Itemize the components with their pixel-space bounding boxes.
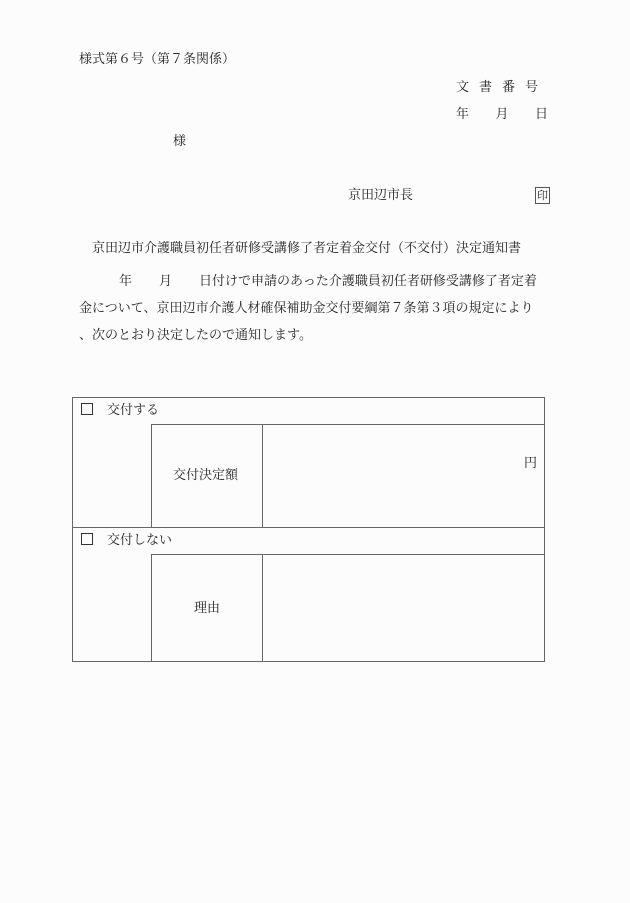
grant-option-label: 交付する	[107, 403, 160, 418]
body-line-2: 金について、京田辺市介護人材確保補助金交付要綱第７条第３項の規定により	[79, 301, 534, 316]
body-year: 年	[119, 274, 133, 289]
body-line-3: 、次のとおり決定したので通知します。	[79, 328, 312, 343]
reason-label: 理由	[194, 601, 221, 616]
deny-option-label: 交付しない	[107, 533, 173, 548]
body-paragraph	[79, 268, 551, 349]
addressee-suffix: 様	[173, 134, 187, 149]
body-line-1	[79, 268, 551, 295]
divider	[151, 554, 152, 662]
deny-checkbox[interactable]	[81, 533, 93, 545]
date-day: 日	[534, 107, 548, 122]
body-month: 月	[159, 274, 173, 289]
form-number: 様式第６号（第７条関係）	[79, 52, 236, 67]
grant-amount-label: 交付決定額	[173, 468, 239, 483]
yen-unit: 円	[523, 456, 537, 471]
grant-option[interactable]	[81, 403, 159, 419]
date-month: 月	[495, 107, 509, 122]
divider	[262, 424, 263, 527]
grant-checkbox[interactable]	[81, 403, 93, 415]
date-year: 年	[456, 107, 470, 122]
document-title: 京田辺市介護職員初任者研修受講修了者定着金交付（不交付）決定通知書	[92, 241, 522, 256]
seal-mark: 印	[537, 189, 548, 202]
issuer-name: 京田辺市長	[348, 188, 414, 203]
grant-amount-field[interactable]	[273, 456, 533, 476]
date-line	[456, 107, 548, 123]
decision-table	[72, 397, 545, 662]
divider	[151, 554, 544, 555]
body-line-1-text: 日付けで申請のあった介護職員初任者研修受講修了者定着	[199, 274, 537, 289]
deny-option[interactable]	[81, 533, 172, 549]
divider	[262, 554, 263, 662]
divider	[151, 424, 544, 425]
divider	[73, 527, 544, 528]
divider	[151, 424, 152, 527]
reason-field[interactable]	[273, 568, 533, 648]
document-number-label: 文書番号	[456, 80, 549, 95]
